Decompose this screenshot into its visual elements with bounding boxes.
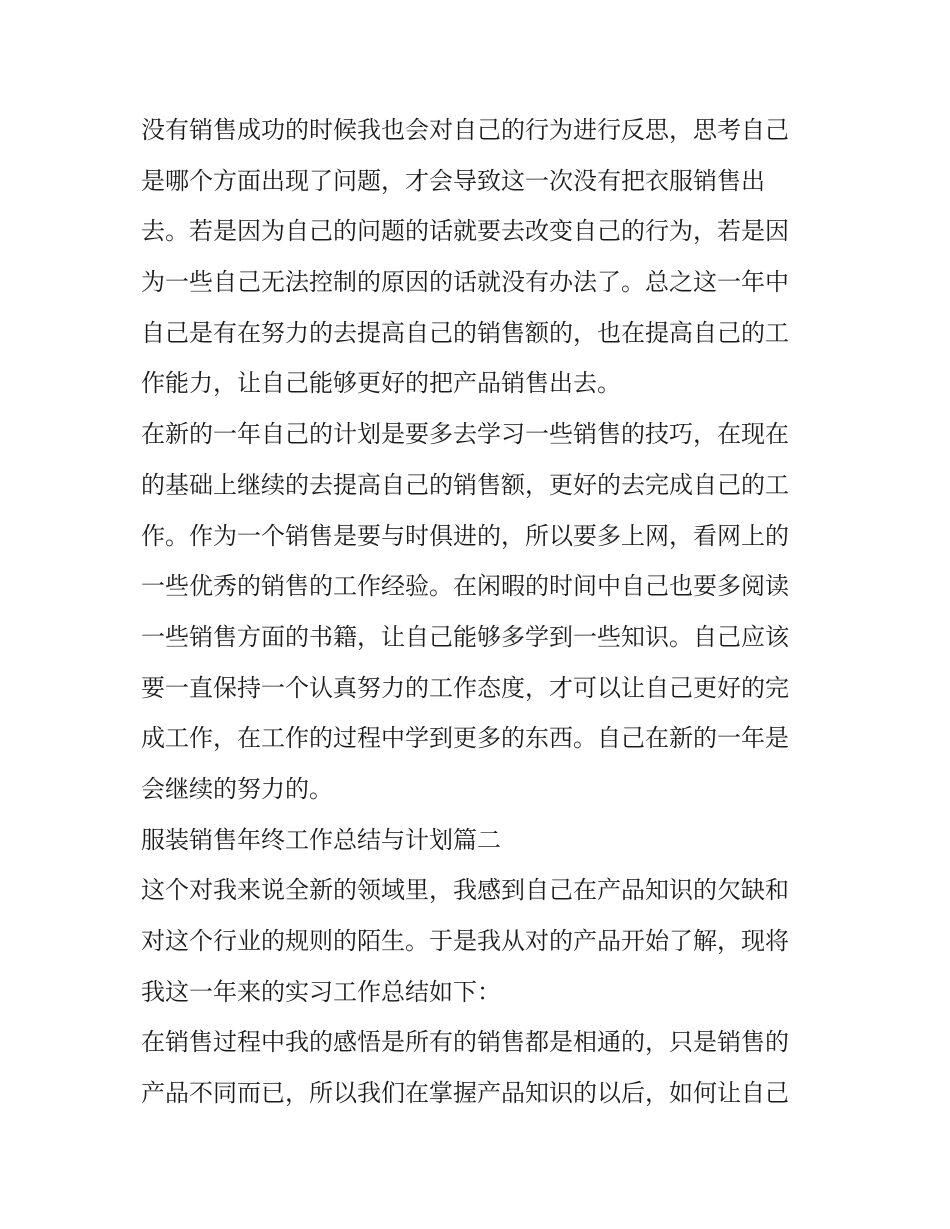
text-line: 作。作为一个销售是要与时俱进的，所以要多上网，看网上的: [141, 521, 789, 550]
text-line: 自己是有在努力的去提高自己的销售额的，也在提高自己的工: [141, 318, 789, 347]
text-line: 会继续的努力的。: [141, 774, 333, 803]
text-line: 在销售过程中我的感悟是所有的销售都是相通的，只是销售的: [141, 1028, 789, 1057]
text-line: 一些销售方面的书籍，让自己能够多学到一些知识。自己应该: [141, 622, 789, 651]
document-body: [141, 105, 813, 1119]
text-line: 在新的一年自己的计划是要多去学习一些销售的技巧，在现在: [141, 420, 789, 449]
text-line: 这个对我来说全新的领域里，我感到自己在产品知识的欠缺和: [141, 876, 789, 905]
text-line: 产品不同而已，所以我们在掌握产品知识的以后，如何让自己: [141, 1079, 789, 1108]
text-line: 一些优秀的销售的工作经验。在闲暇的时间中自己也要多阅读: [141, 572, 789, 601]
text-line: 没有销售成功的时候我也会对自己的行为进行反思，思考自己: [141, 116, 789, 144]
section-heading: 服装销售年终工作总结与计划篇二: [141, 825, 501, 854]
text-line: 作能力，让自己能够更好的把产品销售出去。: [141, 369, 621, 398]
text-line: 为一些自己无法控制的原因的话就没有办法了。总之这一年中: [141, 268, 789, 297]
text-line: 我这一年来的实习工作总结如下：: [141, 977, 501, 1006]
text-line: 成工作，在工作的过程中学到更多的东西。自己在新的一年是: [141, 724, 789, 753]
text-line: 去。若是因为自己的问题的话就要去改变自己的行为，若是因: [141, 217, 789, 246]
text-line: 是哪个方面出现了问题，才会导致这一次没有把衣服销售出: [141, 166, 765, 195]
text-line: 对这个行业的规则的陌生。于是我从对的产品开始了解，现将: [141, 927, 789, 955]
text-line: 要一直保持一个认真努力的工作态度，才可以让自己更好的完: [141, 673, 789, 702]
text-line: 的基础上继续的去提高自己的销售额，更好的去完成自己的工: [141, 470, 789, 499]
